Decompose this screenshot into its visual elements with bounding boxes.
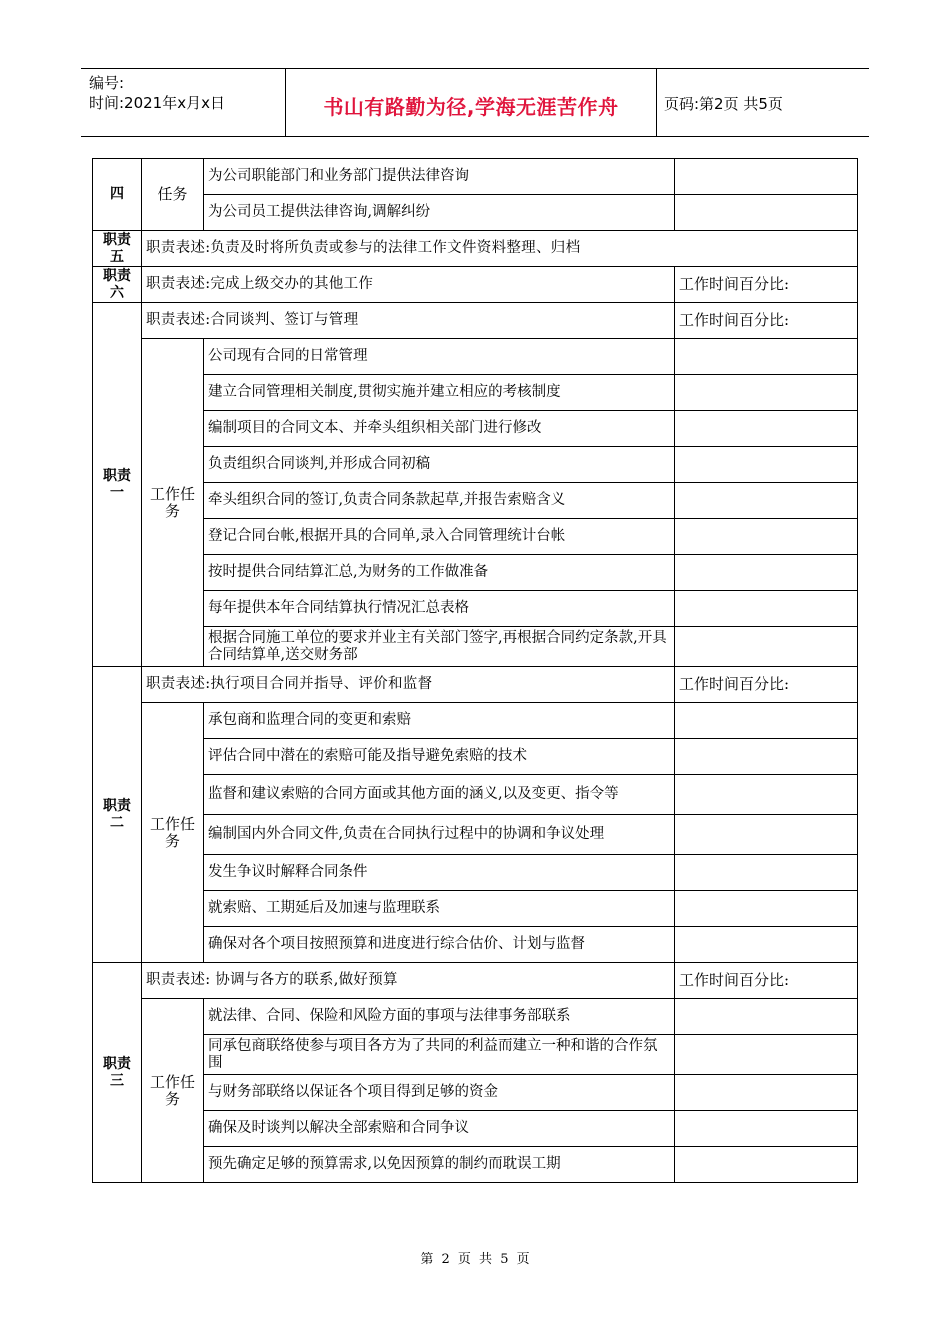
table-row: [93, 375, 858, 411]
table-row: [93, 1111, 858, 1147]
table-row: [93, 855, 858, 891]
table-row: [93, 927, 858, 963]
duty-2-label: 职责二: [93, 667, 142, 963]
task-text: 同承包商联络使参与项目各方为了共同的利益而建立一种和谐的合作氛围: [204, 1035, 675, 1075]
task-text: 监督和建议索赔的合同方面或其他方面的涵义,以及变更、指令等: [204, 775, 675, 815]
serial-label: 编号:: [89, 74, 125, 92]
table-row: [93, 775, 858, 815]
table-row: [93, 999, 858, 1035]
task-text: 根据合同施工单位的要求并业主有关部门签字,再根据合同约定条款,开具合同结算单,送交财务部: [204, 627, 675, 667]
task-text: 编制项目的合同文本、并牵头组织相关部门进行修改: [204, 411, 675, 447]
duty-table: [92, 158, 858, 1183]
task-extra-cell: [675, 815, 858, 855]
task-text: 编制国内外合同文件,负责在合同执行过程中的协调和争议处理: [204, 815, 675, 855]
task-extra-cell: [675, 855, 858, 891]
task-extra-cell: [675, 891, 858, 927]
task-text: 登记合同台帐,根据开具的合同单,录入合同管理统计台帐: [204, 519, 675, 555]
task-text: 就法律、合同、保险和风险方面的事项与法律事务部联系: [204, 999, 675, 1035]
task-sublabel: 工作任务: [142, 703, 204, 963]
task-extra-cell: [675, 1147, 858, 1183]
task-text: 按时提供合同结算汇总,为财务的工作做准备: [204, 555, 675, 591]
table-row: [93, 411, 858, 447]
header-meta: [89, 73, 225, 113]
duty-3-label: 职责三: [93, 963, 142, 1183]
task-text: 公司现有合同的日常管理: [204, 339, 675, 375]
task-extra-cell: [675, 927, 858, 963]
table-row: [93, 159, 858, 195]
table-row: [93, 555, 858, 591]
task-text: 为公司职能部门和业务部门提供法律咨询: [204, 159, 675, 195]
task-extra-cell: [675, 1111, 858, 1147]
task-text: 评估合同中潜在的索赔可能及指导避免索赔的技术: [204, 739, 675, 775]
time-percent-label: 工作时间百分比:: [675, 267, 858, 303]
task-text: 与财务部联络以保证各个项目得到足够的资金: [204, 1075, 675, 1111]
page-number-label: 页码:第2页 共5页: [664, 95, 783, 113]
table-row: [93, 667, 858, 703]
duty-statement: 职责表述:合同谈判、签订与管理: [142, 303, 675, 339]
task-extra-cell: [675, 447, 858, 483]
task-text: 为公司员工提供法律咨询,调解纠纷: [204, 195, 675, 231]
task-text: 牵头组织合同的签订,负责合同条款起草,并报告索赔含义: [204, 483, 675, 519]
task-sublabel: 工作任务: [142, 339, 204, 667]
table-row: [93, 891, 858, 927]
task-extra-cell: [675, 703, 858, 739]
task-text: 负责组织合同谈判,并形成合同初稿: [204, 447, 675, 483]
task-extra-cell: [675, 519, 858, 555]
time-percent-label: 工作时间百分比:: [675, 303, 858, 339]
table-row: [93, 591, 858, 627]
task-text: 发生争议时解释合同条件: [204, 855, 675, 891]
duty-statement: 职责表述:负责及时将所负责或参与的法律工作文件资料整理、归档: [142, 231, 858, 267]
table-row: [93, 815, 858, 855]
task-sublabel: 任务: [142, 159, 204, 231]
task-extra-cell: [675, 999, 858, 1035]
task-extra-cell: [675, 739, 858, 775]
duty-statement: 职责表述:执行项目合同并指导、评价和监督: [142, 667, 675, 703]
task-text: 确保对各个项目按照预算和进度进行综合估价、计划与监督: [204, 927, 675, 963]
task-extra-cell: [675, 1075, 858, 1111]
time-percent-label: 工作时间百分比:: [675, 667, 858, 703]
table-row: [93, 231, 858, 267]
time-percent-label: 工作时间百分比:: [675, 963, 858, 999]
task-text: 确保及时谈判以解决全部索赔和合同争议: [204, 1111, 675, 1147]
duty-statement: 职责表述: 协调与各方的联系,做好预算: [142, 963, 675, 999]
table-row: [93, 963, 858, 999]
section-label: 职责六: [93, 267, 142, 303]
task-extra-cell: [675, 411, 858, 447]
duty-1-label: 职责一: [93, 303, 142, 667]
table-row: [93, 627, 858, 667]
table-row: [93, 267, 858, 303]
task-extra-cell: [675, 775, 858, 815]
task-extra-cell: [675, 627, 858, 667]
header-divider: [656, 69, 657, 136]
table-row: [93, 1035, 858, 1075]
table-row: [93, 1075, 858, 1111]
table-row: [93, 447, 858, 483]
section-label: 四: [93, 159, 142, 231]
section-label: 职责五: [93, 231, 142, 267]
table-row: [93, 483, 858, 519]
page-header: [81, 68, 869, 137]
task-text: 每年提供本年合同结算执行情况汇总表格: [204, 591, 675, 627]
task-extra-cell: [675, 195, 858, 231]
motto: 书山有路勤为径,学海无涯苦作舟: [323, 95, 619, 119]
table-row: [93, 703, 858, 739]
table-row: [93, 303, 858, 339]
task-text: 就索赔、工期延后及加速与监理联系: [204, 891, 675, 927]
table-row: [93, 339, 858, 375]
task-extra-cell: [675, 555, 858, 591]
table-row: [93, 519, 858, 555]
task-sublabel: 工作任务: [142, 999, 204, 1183]
task-extra-cell: [675, 159, 858, 195]
table-row: [93, 195, 858, 231]
task-text: 建立合同管理相关制度,贯彻实施并建立相应的考核制度: [204, 375, 675, 411]
page-footer: 第 2 页 共 5 页: [420, 1252, 530, 1267]
task-text: 承包商和监理合同的变更和索赔: [204, 703, 675, 739]
task-extra-cell: [675, 339, 858, 375]
duty-statement: 职责表述:完成上级交办的其他工作: [142, 267, 675, 303]
table-row: [93, 739, 858, 775]
table-row: [93, 1147, 858, 1183]
date-label: 时间:2021年x月x日: [89, 94, 225, 112]
task-extra-cell: [675, 483, 858, 519]
task-text: 预先确定足够的预算需求,以免因预算的制约而耽误工期: [204, 1147, 675, 1183]
task-extra-cell: [675, 591, 858, 627]
task-extra-cell: [675, 1035, 858, 1075]
task-extra-cell: [675, 375, 858, 411]
